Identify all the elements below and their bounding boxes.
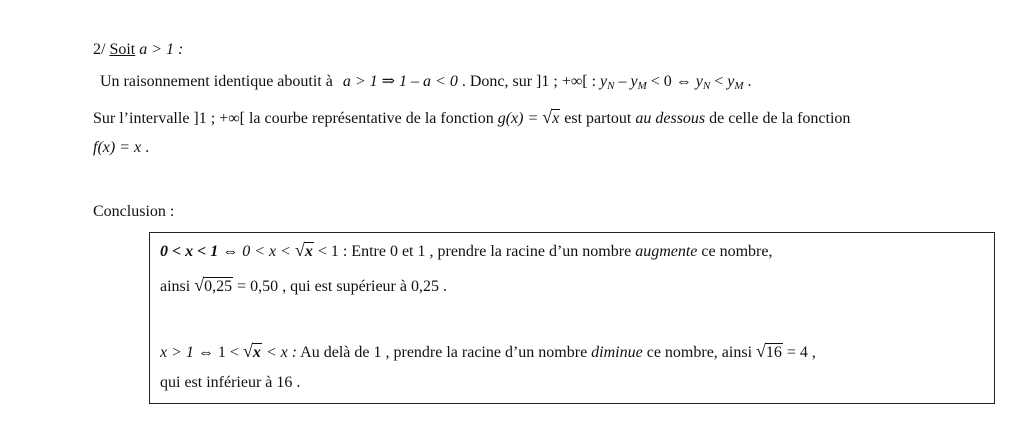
- less-than-zero: < 0 ⇔: [646, 73, 696, 90]
- au-dessous: au dessous: [635, 110, 706, 127]
- sqrt-x-bold-2: √x: [242, 341, 261, 361]
- text-1-end: ce nombre,: [697, 243, 773, 260]
- period: .: [743, 73, 752, 90]
- minus: –: [614, 73, 631, 90]
- box-row-2: [160, 275, 447, 297]
- sqrt-x-bold: √x: [294, 240, 313, 260]
- text-3-b: ce nombre, ainsi: [642, 344, 757, 361]
- interval-sentence: Sur l’intervalle ]1 ; +∞[ la courbe représentative de la fonction: [93, 110, 498, 127]
- diminue: diminue: [591, 344, 643, 361]
- cond-1: 0 < x < 1: [160, 243, 219, 260]
- box-row-1: [160, 240, 772, 262]
- equiv-2: ⇔ 1 <: [193, 344, 239, 361]
- text-3-end: = 4 ,: [782, 344, 816, 361]
- hypothesis: a > 1 :: [139, 41, 184, 58]
- ineq-2: < x :: [261, 344, 298, 361]
- interval-text: . Donc, sur ]1 ; +∞[ :: [461, 73, 597, 90]
- box-row-4: qui est inférieur à 16 .: [160, 374, 301, 391]
- cond-2: x > 1: [160, 344, 194, 361]
- text-2: = 0,50 , qui est supérieur à 0,25 .: [233, 278, 447, 295]
- function-text: de celle de la fonction: [709, 110, 851, 127]
- soit-word: Soit: [109, 41, 136, 58]
- text-3: Au delà de 1 , prendre la racine d’un nombre: [297, 344, 592, 361]
- yn-2: $y_N$: [695, 73, 711, 92]
- sqrt-x: √x: [542, 107, 560, 127]
- conclusion-box: [149, 232, 995, 404]
- f-function: f(x) = x: [93, 139, 142, 156]
- implication: a > 1 ⇒ 1 – a < 0: [342, 73, 458, 90]
- yn: $y_N$: [600, 73, 615, 92]
- sqrt-16: √16: [756, 341, 782, 361]
- f-function-line: [93, 138, 149, 158]
- reasoning-text: Un raisonnement identique aboutit à: [100, 73, 333, 90]
- partout-text: est partout: [564, 110, 636, 127]
- interval-line: [93, 107, 850, 129]
- period-2: .: [141, 139, 150, 156]
- part-2-heading: [93, 40, 183, 60]
- less-than: <: [710, 73, 728, 90]
- conclusion-label: Conclusion :: [93, 203, 175, 220]
- ym-2: $y_M$: [727, 73, 744, 92]
- box-row-3: [160, 341, 816, 363]
- equiv-1: ⇔: [218, 243, 243, 260]
- reasoning-line: [100, 72, 752, 96]
- g-function: g(x) =: [497, 110, 539, 127]
- ainsi: ainsi: [160, 278, 195, 295]
- augmente: augmente: [635, 243, 698, 260]
- part-number: 2/: [93, 41, 106, 58]
- sqrt-025: √0,25: [194, 275, 233, 295]
- text-1: < 1 : Entre 0 et 1 , prendre la racine d’un nombre: [313, 243, 636, 260]
- ym: $y_M$: [630, 73, 647, 92]
- ineq-1: 0 < x <: [242, 243, 291, 260]
